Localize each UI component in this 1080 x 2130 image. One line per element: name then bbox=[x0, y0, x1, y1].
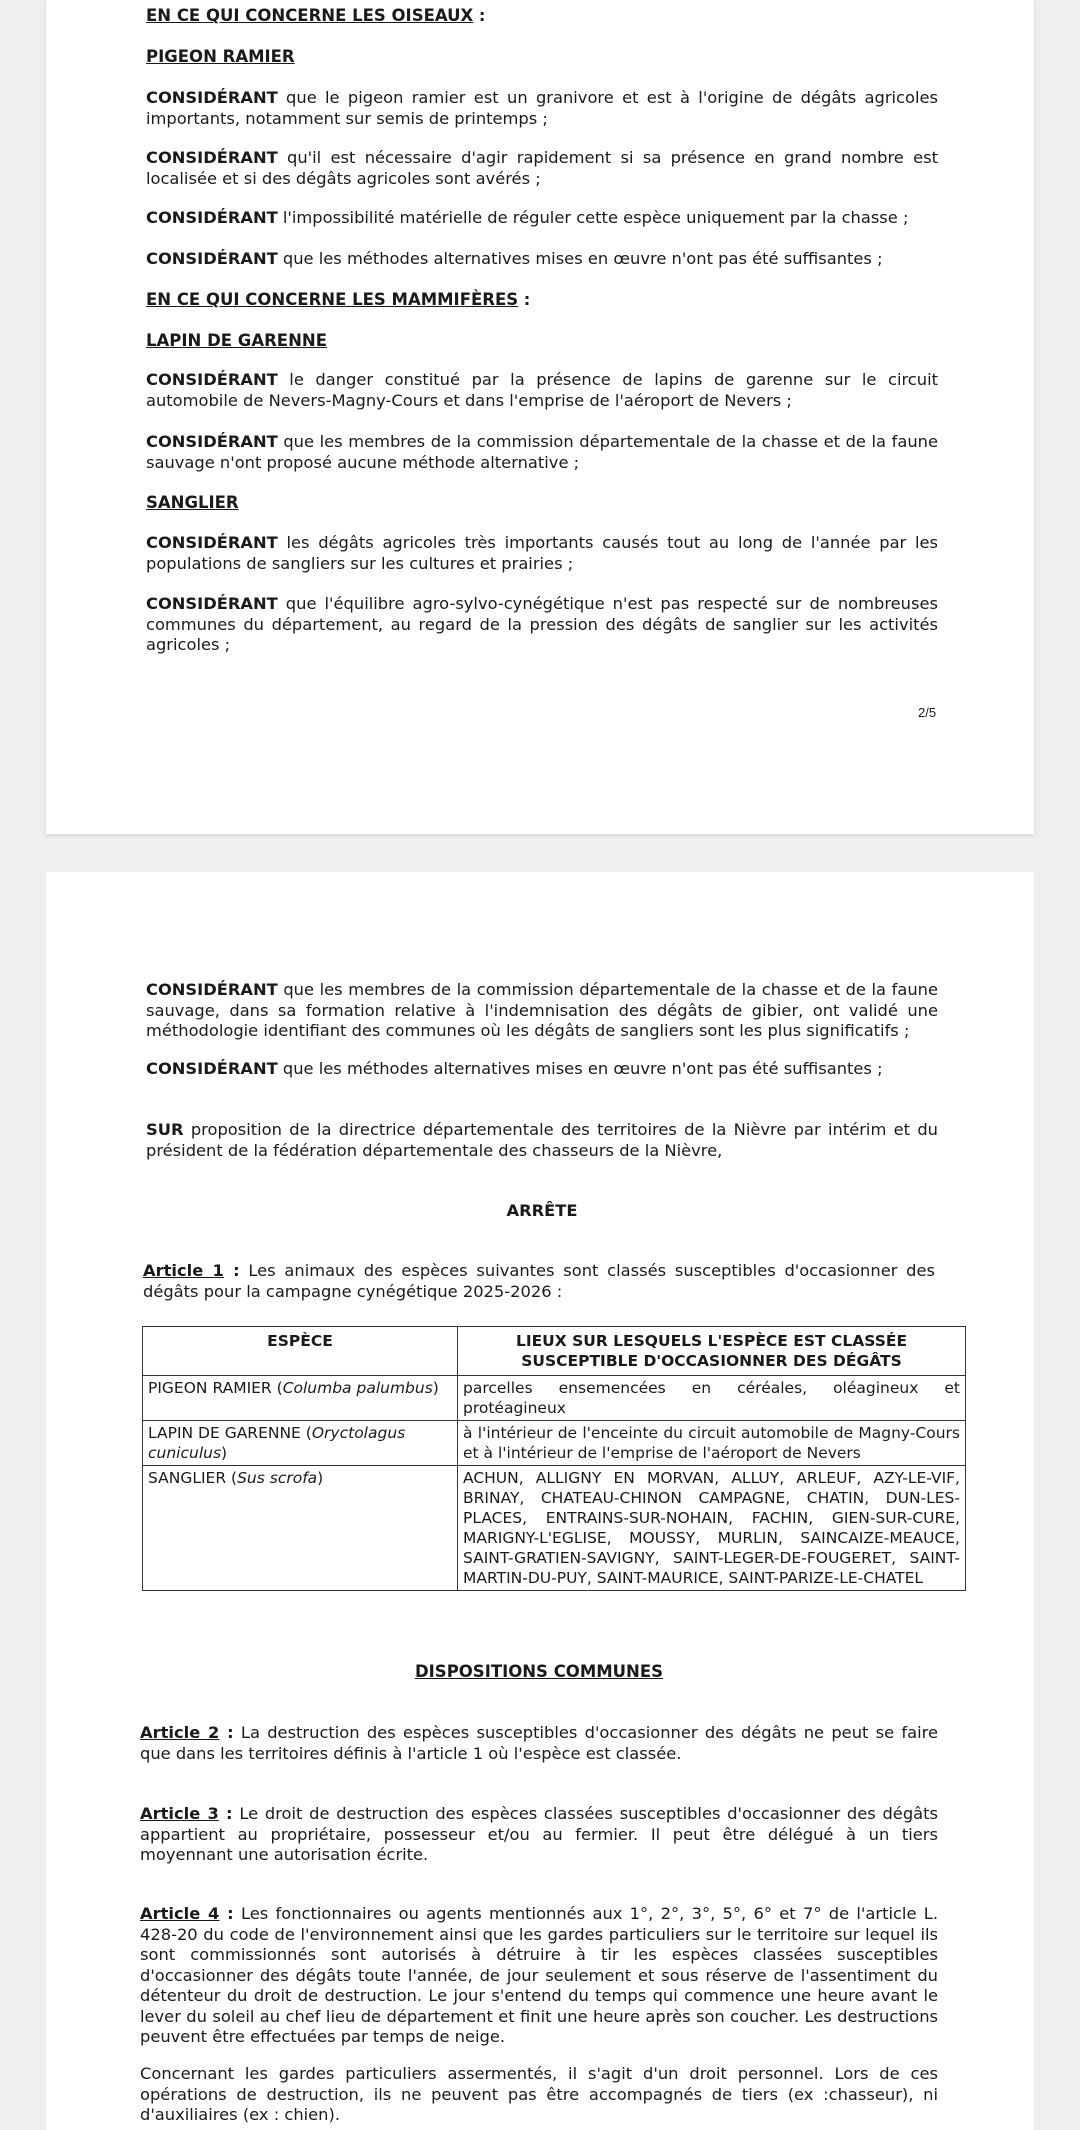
article-1: Article 1 : Les animaux des espèces suivantes sont classés susceptibles d'occasionner des dégâts pour la campagne cynégétique 2025-2026 : bbox=[143, 1261, 935, 1301]
places-cell: à l'intérieur de l'enceinte du circuit automobile de Magny-Cours et à l'intérieur de l'emprise de l'aéroport de Nevers bbox=[458, 1421, 966, 1466]
sur-proposition-paragraph: SUR proposition de la directrice départementale des territoires de la Nièvre par intérim et du président de la fédération départementale des chasseurs de la Nièvre, bbox=[146, 1120, 938, 1160]
document-page-2: EN CE QUI CONCERNE LES OISEAUX : PIGEON RAMIER CONSIDÉRANT que le pigeon ramier est un granivore et est à l'origine de dégâts agricoles importants, notamment sur semis de printemps ; CONSIDÉRANT qu'il est nécessaire d'agir rapidement si sa présence en grand nombre est localisée et si des dégâts agricoles sont avérés ; CONSIDÉRANT l'impossibilité matérielle de réguler cette espèce uniquement par la chasse ; CONSIDÉRANT que les méthodes alternatives mises en œuvre n'ont pas été suffisantes ; EN CE QUI CONCERNE LES MAMMIFÈRES : LAPIN DE GARENNE CONSIDÉRANT le danger constitué par la présence de lapins de garenne sur le circuit automobile de Nevers-Magny-Cours et dans l'emprise de l'aéroport de Nevers ; CONSIDÉRANT que les membres de la commission départementale de la chasse et de la faune sauvage n'ont proposé aucune méthode alternative ; SANGLIER CONSIDÉRANT les dégâts agricoles très importants causés tout au long de l'année par les populations de sangliers sur les cultures et prairies ; CONSIDÉRANT que l'équilibre agro-sylvo-cynégétique n'est pas respecté sur de nombreuses communes du département, au regard de la pression des dégâts de sanglier sur les activités agricoles ; 2/5 bbox=[46, 0, 1034, 834]
species-cell: SANGLIER (Sus scrofa) bbox=[143, 1466, 458, 1591]
places-cell: parcelles ensemencées en céréales, oléagineux et protéagineux bbox=[458, 1376, 966, 1421]
species-cell: PIGEON RAMIER (Columba palumbus) bbox=[143, 1376, 458, 1421]
column-header-lieux: LIEUX SUR LESQUELS L'ESPÈCE EST CLASSÉE SUSCEPTIBLE D'OCCASIONNER DES DÉGÂTS bbox=[458, 1327, 966, 1376]
arrete-heading: ARRÊTE bbox=[506, 1201, 578, 1220]
considerant-paragraph: CONSIDÉRANT qu'il est nécessaire d'agir rapidement si sa présence en grand nombre est localisée et si des dégâts agricoles sont avérés ; bbox=[146, 148, 938, 188]
document-page-3 bbox=[46, 872, 1034, 2130]
subheading-lapin-de-garenne: LAPIN DE GARENNE bbox=[146, 331, 327, 350]
considerant-paragraph: CONSIDÉRANT que le pigeon ramier est un granivore et est à l'origine de dégâts agricoles importants, notamment sur semis de printemps ; bbox=[146, 88, 938, 128]
species-cell: LAPIN DE GARENNE (Oryctolagus cuniculus) bbox=[143, 1421, 458, 1466]
table-row bbox=[143, 1466, 966, 1591]
subheading-sanglier: SANGLIER bbox=[146, 493, 239, 512]
species-table bbox=[142, 1326, 966, 1591]
section-heading-mammiferes: EN CE QUI CONCERNE LES MAMMIFÈRES bbox=[146, 290, 519, 309]
places-cell: ACHUN, ALLIGNY EN MORVAN, ALLUY, ARLEUF, AZY-LE-VIF, BRINAY, CHATEAU-CHINON CAMPAGNE, CHATIN, DUN-LES-PLACES, ENTRAINS-SUR-NOHAIN, FACHIN, GIEN-SUR-CURE, MARIGNY-L'EGLISE, MOUSSY, MURLIN, SAINCAIZE-MEAUCE, SAINT-GRATIEN-SAVIGNY, SAINT-LEGER-DE-FOUGERET, SAINT-MARTIN-DU-PUY, SAINT-MAURICE, SAINT-PARIZE-LE-CHATEL bbox=[458, 1466, 966, 1591]
considerant-paragraph: CONSIDÉRANT les dégâts agricoles très importants causés tout au long de l'année par les populations de sangliers sur les cultures et prairies ; bbox=[146, 533, 938, 573]
table-row bbox=[143, 1376, 966, 1421]
section-heading-oiseaux: EN CE QUI CONCERNE LES OISEAUX bbox=[146, 6, 474, 25]
article-4-continued: Concernant les gardes particuliers assermentés, il s'agit d'un droit personnel. Lors de ces opérations de destruction, ils ne peuvent pas être accompagnés de tiers (ex :chasseur), ni d'auxiliaires (ex : chien). bbox=[140, 2064, 938, 2124]
table-header-row bbox=[143, 1327, 966, 1376]
considerant-paragraph: CONSIDÉRANT que les méthodes alternatives mises en œuvre n'ont pas été suffisantes ; bbox=[146, 249, 883, 268]
table-row bbox=[143, 1421, 966, 1466]
considerant-paragraph: CONSIDÉRANT que les membres de la commission départementale de la chasse et de la faune sauvage, dans sa formation relative à l'indemnisation des dégâts de gibier, ont validé une méthodologie identifiant des communes où les dégâts de sangliers sont les plus significatifs ; bbox=[146, 980, 938, 1040]
considerant-paragraph: CONSIDÉRANT que les membres de la commission départementale de la chasse et de la faune sauvage n'ont proposé aucune méthode alternative ; bbox=[146, 432, 938, 472]
considerant-paragraph: CONSIDÉRANT l'impossibilité matérielle de réguler cette espèce uniquement par la chasse ; bbox=[146, 208, 909, 227]
considerant-paragraph: CONSIDÉRANT que l'équilibre agro-sylvo-cynégétique n'est pas respecté sur de nombreuses communes du département, au regard de la pression des dégâts de sanglier sur les activités agricoles ; bbox=[146, 594, 938, 654]
article-2: Article 2 : La destruction des espèces susceptibles d'occasionner des dégâts ne peut se faire que dans les territoires définis à l'article 1 où l'espèce est classée. bbox=[140, 1723, 939, 1763]
subheading-pigeon-ramier: PIGEON RAMIER bbox=[146, 47, 295, 66]
article-4: Article 4 : Les fonctionnaires ou agents mentionnés aux 1°, 2°, 3°, 5°, 6° et 7° de l'article L. 428-20 du code de l'environnement ainsi que les gardes particuliers sur le territoire sur lequel ils sont commissionnés sont autorisés à détruire à tir les espèces classées susceptibles d'occasionner des dégâts toute l'année, de jour seulement et sous réserve de l'assentiment du détenteur du droit de destruction. Le jour s'entend du temps qui commence une heure avant le lever du soleil au chef lieu de département et finit une heure après son coucher. Les destructions peuvent être effectuées par temps de neige. bbox=[140, 1904, 938, 2046]
column-header-espece: ESPÈCE bbox=[143, 1327, 458, 1376]
dispositions-communes-heading: DISPOSITIONS COMMUNES bbox=[414, 1662, 664, 1681]
considerant-paragraph: CONSIDÉRANT le danger constitué par la présence de lapins de garenne sur le circuit automobile de Nevers-Magny-Cours et dans l'emprise de l'aéroport de Nevers ; bbox=[146, 370, 938, 410]
article-3: Article 3 : Le droit de destruction des espèces classées susceptibles d'occasionner des dégâts appartient au propriétaire, possesseur et/ou au fermier. Il peut être délégué à un tiers moyennant une autorisation écrite. bbox=[140, 1804, 938, 1864]
page-number: 2/5 bbox=[918, 705, 937, 720]
considerant-paragraph: CONSIDÉRANT que les méthodes alternatives mises en œuvre n'ont pas été suffisantes ; bbox=[146, 1059, 883, 1078]
